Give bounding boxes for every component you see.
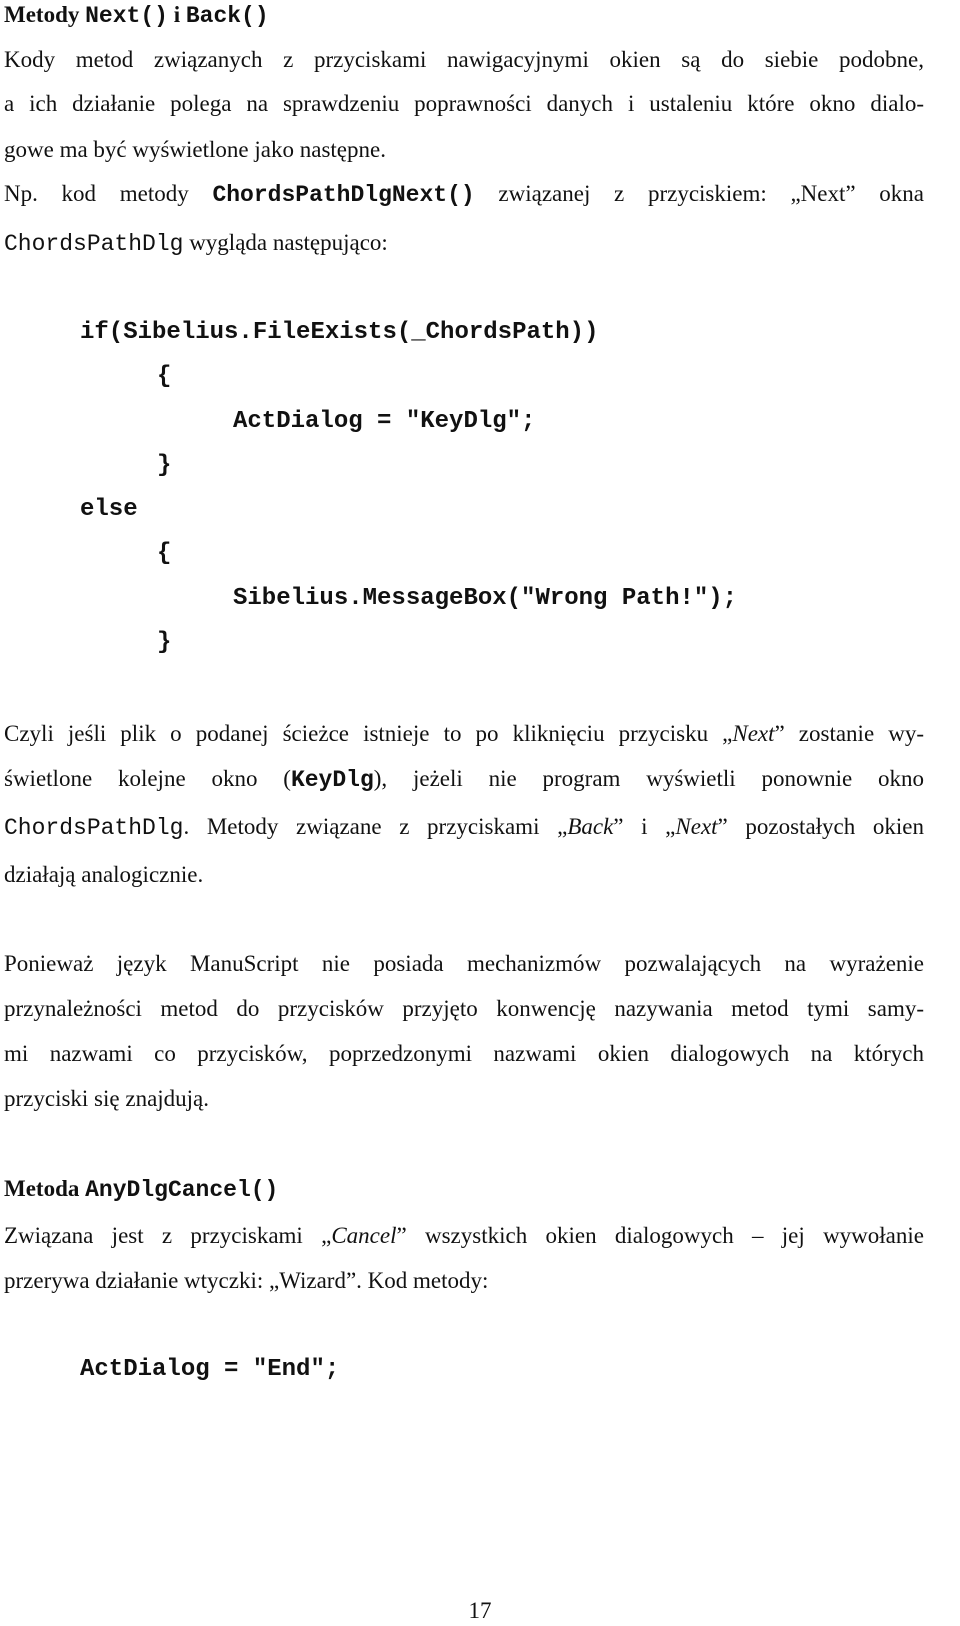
paragraph-line: gowe ma być wyświetlone jako następne. bbox=[4, 137, 386, 162]
italic-text: Back bbox=[567, 814, 614, 839]
heading-word: Metoda bbox=[4, 1176, 80, 1201]
text-run: Związana jest z przyciskami „ bbox=[4, 1223, 332, 1248]
italic-text: Next bbox=[675, 814, 718, 839]
heading-method-back: Back() bbox=[185, 3, 269, 29]
code-line: } bbox=[157, 629, 172, 656]
code-line: { bbox=[157, 363, 172, 390]
text-run: wygląda następująco: bbox=[183, 230, 388, 255]
paragraph-line bbox=[4, 179, 924, 210]
paragraph-line: a ich działanie polega na sprawdzeniu poprawności danych i ustaleniu które okno dialo- bbox=[4, 91, 924, 116]
italic-text: Next bbox=[732, 721, 775, 746]
heading-method-next: Next() bbox=[85, 3, 168, 29]
section-heading-cancel bbox=[4, 1174, 278, 1205]
text-run: . Metody związane z przyciskami „ bbox=[183, 814, 568, 839]
section-heading-next-back bbox=[4, 0, 269, 31]
text-run: ” wszystkich okien dialogowych – jej wywołanie bbox=[396, 1223, 924, 1248]
inline-code: ChordsPathDlg bbox=[4, 231, 184, 257]
code-line: Sibelius.MessageBox("Wrong Path!"); bbox=[233, 585, 738, 612]
text-run: ” pozostałych okien bbox=[717, 814, 924, 839]
paragraph-line bbox=[4, 719, 924, 749]
heading-method-cancel: AnyDlgCancel() bbox=[85, 1177, 279, 1203]
page-number: 17 bbox=[468, 1598, 492, 1623]
text-run: Np. kod metody bbox=[4, 181, 213, 206]
text-run: Czyli jeśli plik o podanej ścieżce istnieje to po kliknięciu przycisku „ bbox=[4, 721, 733, 746]
paragraph-line: mi nazwami co przycisków, poprzedzonymi nazwami okien dialogowych na których bbox=[4, 1041, 924, 1066]
paragraph-line bbox=[4, 1221, 924, 1251]
inline-code: ChordsPathDlgNext() bbox=[212, 182, 475, 208]
text-run: świetlone kolejne okno ( bbox=[4, 766, 291, 791]
code-line: ActDialog = "KeyDlg"; bbox=[233, 408, 536, 435]
text-run: ” zostanie wy- bbox=[774, 721, 924, 746]
code-line: if(Sibelius.FileExists(_ChordsPath)) bbox=[80, 319, 599, 346]
inline-code: ChordsPathDlg bbox=[4, 815, 184, 841]
code-line: } bbox=[157, 452, 172, 479]
paragraph-line bbox=[4, 764, 924, 795]
paragraph-line: Ponieważ język ManuScript nie posiada mechanizmów pozwalających na wyrażenie bbox=[4, 951, 924, 976]
paragraph-line: przynależności metod do przycisków przyjęto konwencję nazywania metod tymi samy- bbox=[4, 996, 924, 1021]
code-line: else bbox=[80, 496, 138, 523]
code-line: ActDialog = "End"; bbox=[80, 1356, 340, 1383]
text-run: ” i „ bbox=[613, 814, 676, 839]
heading-word: Metody bbox=[4, 2, 80, 27]
paragraph-line: przyciski się znajdują. bbox=[4, 1086, 210, 1111]
italic-text: Cancel bbox=[331, 1223, 397, 1248]
paragraph-line: przerywa działanie wtyczki: „Wizard”. Kod metody: bbox=[4, 1268, 489, 1293]
paragraph-line: Kody metod związanych z przyciskami nawigacyjnymi okien są do siebie podobne, bbox=[4, 47, 924, 72]
heading-conjunction: i bbox=[167, 2, 186, 27]
paragraph-line bbox=[4, 812, 924, 843]
text-run: ), jeżeli nie program wyświetli ponownie okno bbox=[373, 766, 924, 791]
text-run: związanej z przyciskiem: „Next” okna bbox=[474, 181, 924, 206]
code-line: { bbox=[157, 540, 172, 567]
paragraph-line bbox=[4, 228, 388, 259]
inline-code: KeyDlg bbox=[290, 767, 374, 793]
paragraph-line: działają analogicznie. bbox=[4, 862, 204, 887]
